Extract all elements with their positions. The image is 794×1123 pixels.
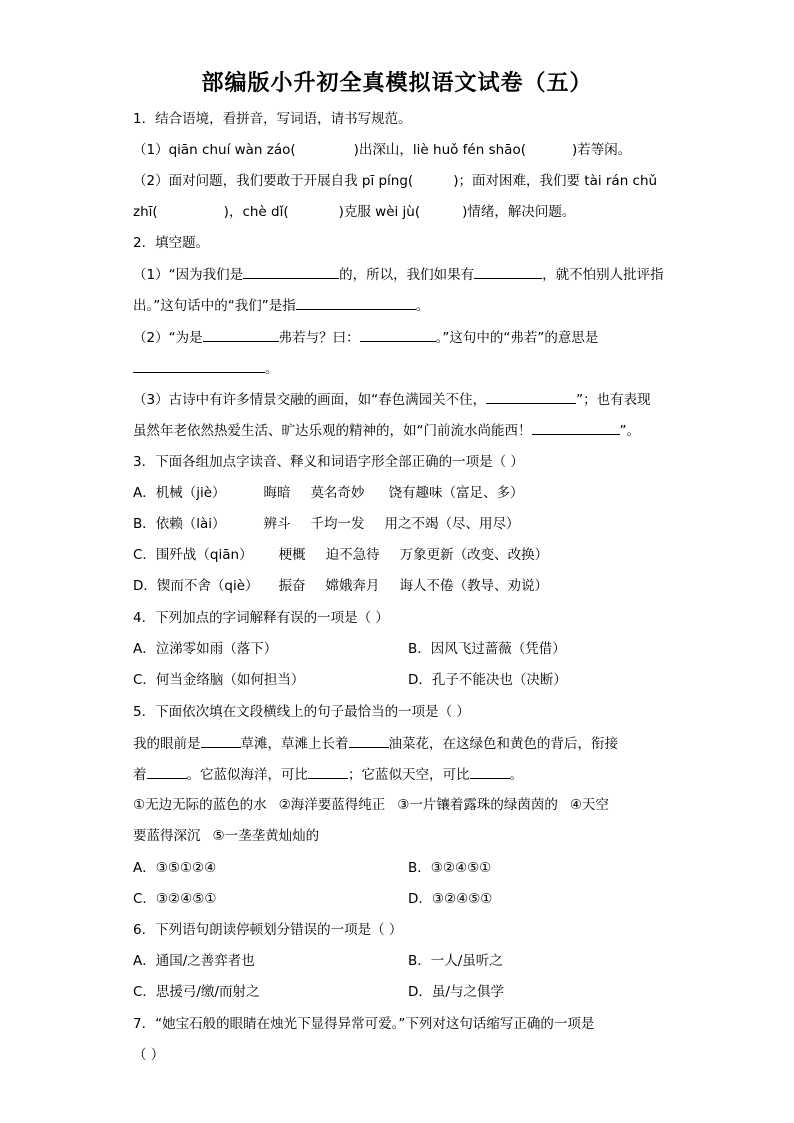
q3-a-1: A．机械（jiè）: [133, 485, 226, 501]
q4-option-c[interactable]: C．何当金络脑（如何担当）: [133, 672, 305, 688]
blank[interactable]: [349, 734, 389, 748]
q4-option-d[interactable]: D．孔子不能决也（决断）: [408, 672, 567, 688]
blank[interactable]: [474, 265, 542, 279]
blank[interactable]: [360, 328, 436, 342]
q5-p2-b: 。它蓝似海洋，可比: [186, 767, 308, 783]
q3-a-2: 晦暗: [263, 485, 291, 501]
q5-p1-b: 草滩，草滩上长着: [240, 736, 349, 752]
blank[interactable]: [532, 421, 620, 435]
q5-p2-c: ；它蓝似天空，可比: [348, 767, 470, 783]
q1-line3-d: )情绪，解决问题。: [462, 204, 576, 220]
q5-option-b[interactable]: B．③②④⑤①: [408, 860, 492, 876]
q2-s3-line2: [133, 421, 640, 440]
q3-option-b[interactable]: [133, 515, 520, 533]
q3-option-a[interactable]: [133, 484, 524, 502]
q2-s3-line1: [133, 390, 651, 409]
q5-p2-a: 着: [133, 767, 147, 783]
q5-choice-2: ②海洋要蓝得纯正: [278, 797, 386, 813]
q5-choice-5: ⑤一垄垄黄灿灿的: [212, 828, 320, 844]
q3-c-2: 梗概: [278, 547, 306, 563]
q2-s2-a: （2）“为是: [133, 330, 203, 346]
q7-answer-paren[interactable]: （ ）: [133, 1047, 165, 1063]
q1-line3-c: )克服 wèi jù(: [338, 204, 421, 220]
q5-p2-d: 。: [509, 767, 523, 783]
q1-line3: [133, 203, 575, 221]
blank[interactable]: [133, 359, 265, 373]
q1-line1-c: )若等闲。: [571, 142, 632, 158]
q2-s1-line1: [133, 265, 664, 284]
q3-d-1: D．锲而不舍（qiè）: [133, 578, 259, 594]
q3-d-4: 诲人不倦（教导、劝说）: [399, 578, 549, 594]
q3-a-4: 饶有趣味（富足、多）: [388, 485, 524, 501]
q2-s2-d: 。: [265, 361, 279, 377]
q5-option-d[interactable]: D．③②④⑤①: [408, 891, 493, 907]
q6-option-a[interactable]: A．通国/之善弈者也: [133, 953, 255, 969]
q3-b-1: B．依赖（lài）: [133, 516, 226, 532]
q2-s2-line2: [133, 359, 279, 378]
q6-option-d[interactable]: D．虽/与之俱学: [408, 984, 504, 1000]
q6-stem: 6．下列语句朗读停顿划分错误的一项是（ ）: [133, 922, 403, 938]
q3-c-4: 万象更新（改变、改换）: [399, 547, 549, 563]
blank[interactable]: [296, 296, 416, 310]
q5-option-a[interactable]: A．③⑤①②④: [133, 860, 217, 876]
blank[interactable]: [201, 734, 241, 748]
q6-option-b[interactable]: B．一人/虽听之: [408, 953, 503, 969]
q2-s3-a: （3）古诗中有许多情景交融的画面，如“春色满园关不住，: [133, 392, 487, 408]
blank[interactable]: [486, 390, 576, 404]
q2-s1-d: 出。”这句话中的“我们”是指: [133, 298, 296, 314]
q5-p1-c: 油菜花，在这绿色和黄色的背后，衔接: [388, 736, 618, 752]
q5-option-c[interactable]: C．③②④⑤①: [133, 891, 217, 907]
q5-passage-line1: [133, 734, 618, 753]
q2-s3-c: 虽然年老依然热爱生活、旷达乐观的精神的，如“门前流水尚能西！: [133, 423, 532, 439]
q2-s1-b: 的，所以，我们如果有: [339, 267, 475, 283]
q2-s3-d: ”。: [619, 423, 640, 439]
q2-s1-e: 。: [415, 298, 430, 314]
q1-line1-b: )出深山，liè huǒ fén shāo(: [353, 142, 526, 158]
blank[interactable]: [243, 265, 339, 279]
q1-line2: [133, 172, 657, 190]
q1-line1: [133, 141, 631, 159]
blank[interactable]: [203, 328, 279, 342]
q5-choices-line2: [133, 827, 319, 845]
q3-b-2: 辨斗: [263, 516, 291, 532]
blank[interactable]: [147, 765, 187, 779]
q2-s2-b: 弗若与？曰：: [278, 330, 360, 346]
blank[interactable]: [470, 765, 510, 779]
q4-option-a[interactable]: A．泣涕零如雨（落下）: [133, 641, 278, 657]
q3-stem: 3．下面各组加点字读音、释义和词语字形全部正确的一项是（ ）: [133, 454, 524, 470]
q5-stem: 5．下面依次填在文段横线上的句子最恰当的一项是（ ）: [133, 704, 470, 720]
q2-s2-c: 。”这句中的“弗若”的意思是: [435, 330, 599, 346]
q5-choices-line1: [133, 796, 609, 814]
page-title: 部编版小升初全真模拟语文试卷（五）: [201, 71, 593, 96]
q2-s3-b: ”；也有表现: [576, 392, 651, 408]
q3-option-c[interactable]: [133, 546, 548, 564]
q1-line1-a: （1）qiān chuí wàn záo(: [133, 142, 296, 158]
q2-stem: 2．填空题。: [133, 235, 210, 251]
q1-stem: 1．结合语境，看拼音，写词语，请书写规范。: [133, 111, 412, 127]
q5-p1-a: 我的眼前是: [133, 736, 201, 752]
q2-s1-c: ，就不怕别人批评指: [542, 267, 664, 283]
q2-s2-line1: [133, 328, 598, 347]
q3-b-3: 千均一发: [310, 516, 365, 532]
q3-c-1: C．围歼战（qiān）: [133, 547, 253, 563]
q3-d-3: 嫦娥奔月: [325, 578, 380, 594]
q7-stem: 7．“她宝石般的眼睛在烛光下显得异常可爱。”下列对这句话缩写正确的一项是: [133, 1016, 595, 1032]
q5-passage-line2: [133, 765, 523, 784]
q2-s1-line2: [133, 296, 429, 315]
q2-s1-a: （1）“因为我们是: [133, 267, 244, 283]
q4-option-b[interactable]: B．因风飞过蔷薇（凭借）: [408, 641, 566, 657]
q5-choice-4: ④天空: [569, 797, 609, 813]
q3-option-d[interactable]: [133, 577, 548, 595]
q5-choice-3: ③一片镶着露珠的绿茵茵的: [397, 797, 558, 813]
q5-choice-4-cont: 要蓝得深沉: [133, 828, 201, 844]
q1-line3-b: )，chè dǐ(: [223, 204, 289, 220]
blank[interactable]: [308, 765, 348, 779]
q1-line2-b: )；面对困难，我们要 tài rán chǔ: [453, 173, 658, 189]
q1-line2-a: （2）面对问题，我们要敢于开展自我 pī píng(: [133, 173, 414, 189]
q6-option-c[interactable]: C．思援弓/缴/而射之: [133, 984, 260, 1000]
q3-c-3: 迫不急待: [325, 547, 380, 563]
q5-choice-1: ①无边无际的蓝色的水: [133, 797, 267, 813]
q3-b-4: 用之不竭（尽、用尽）: [384, 516, 520, 532]
q4-stem: 4．下列加点的字词解释有误的一项是（ ）: [133, 610, 389, 626]
q3-d-2: 振奋: [278, 578, 306, 594]
q3-a-3: 莫名奇妙: [310, 485, 365, 501]
q1-line3-a: zhī(: [133, 204, 158, 220]
